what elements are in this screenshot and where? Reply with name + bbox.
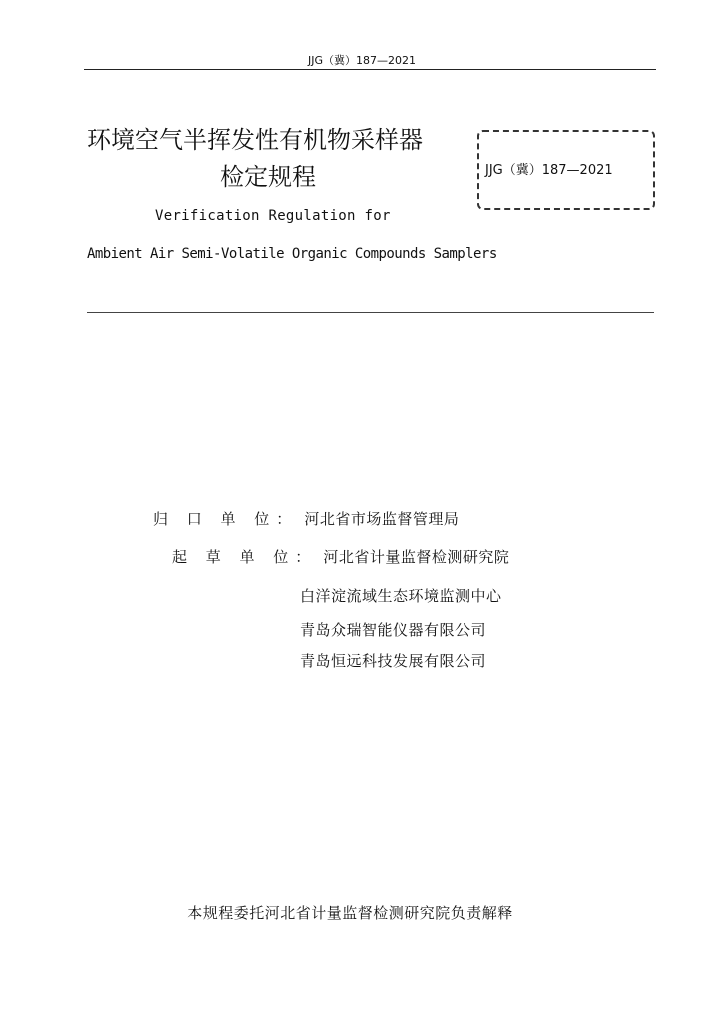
drafting-unit-label: 起 草 单 位： (172, 548, 318, 566)
title-rule (87, 312, 654, 313)
drafting-unit-extra: 白洋淀流域生态环境监测中心 (300, 587, 502, 605)
responsible-unit-value: 河北省市场监督管理局 (304, 510, 460, 528)
interpretation-note: 本规程委托河北省计量监督检测研究院负责解释 (187, 904, 513, 922)
responsible-unit-label: 归 口 单 位： (153, 510, 299, 528)
title-english-line2: Ambient Air Semi-Volatile Organic Compounds Samplers (87, 246, 497, 262)
drafting-unit-extra: 青岛众瑞智能仪器有限公司 (300, 621, 487, 639)
running-header: JJG（冀）187—2021 (307, 54, 416, 67)
drafting-unit-row (172, 546, 509, 568)
title-chinese-line1: 环境空气半挥发性有机物采样器 (87, 126, 423, 154)
regulation-code: JJG（冀）187—2021 (485, 163, 613, 178)
title-english-line1: Verification Regulation for (155, 208, 391, 224)
responsible-unit-row (153, 508, 459, 530)
drafting-unit-value: 河北省计量监督检测研究院 (323, 548, 510, 566)
drafting-unit-extra: 青岛恒远科技发展有限公司 (300, 652, 487, 670)
header-rule (84, 69, 656, 70)
regulation-code-box (477, 130, 655, 210)
title-chinese-line2: 检定规程 (220, 163, 316, 191)
